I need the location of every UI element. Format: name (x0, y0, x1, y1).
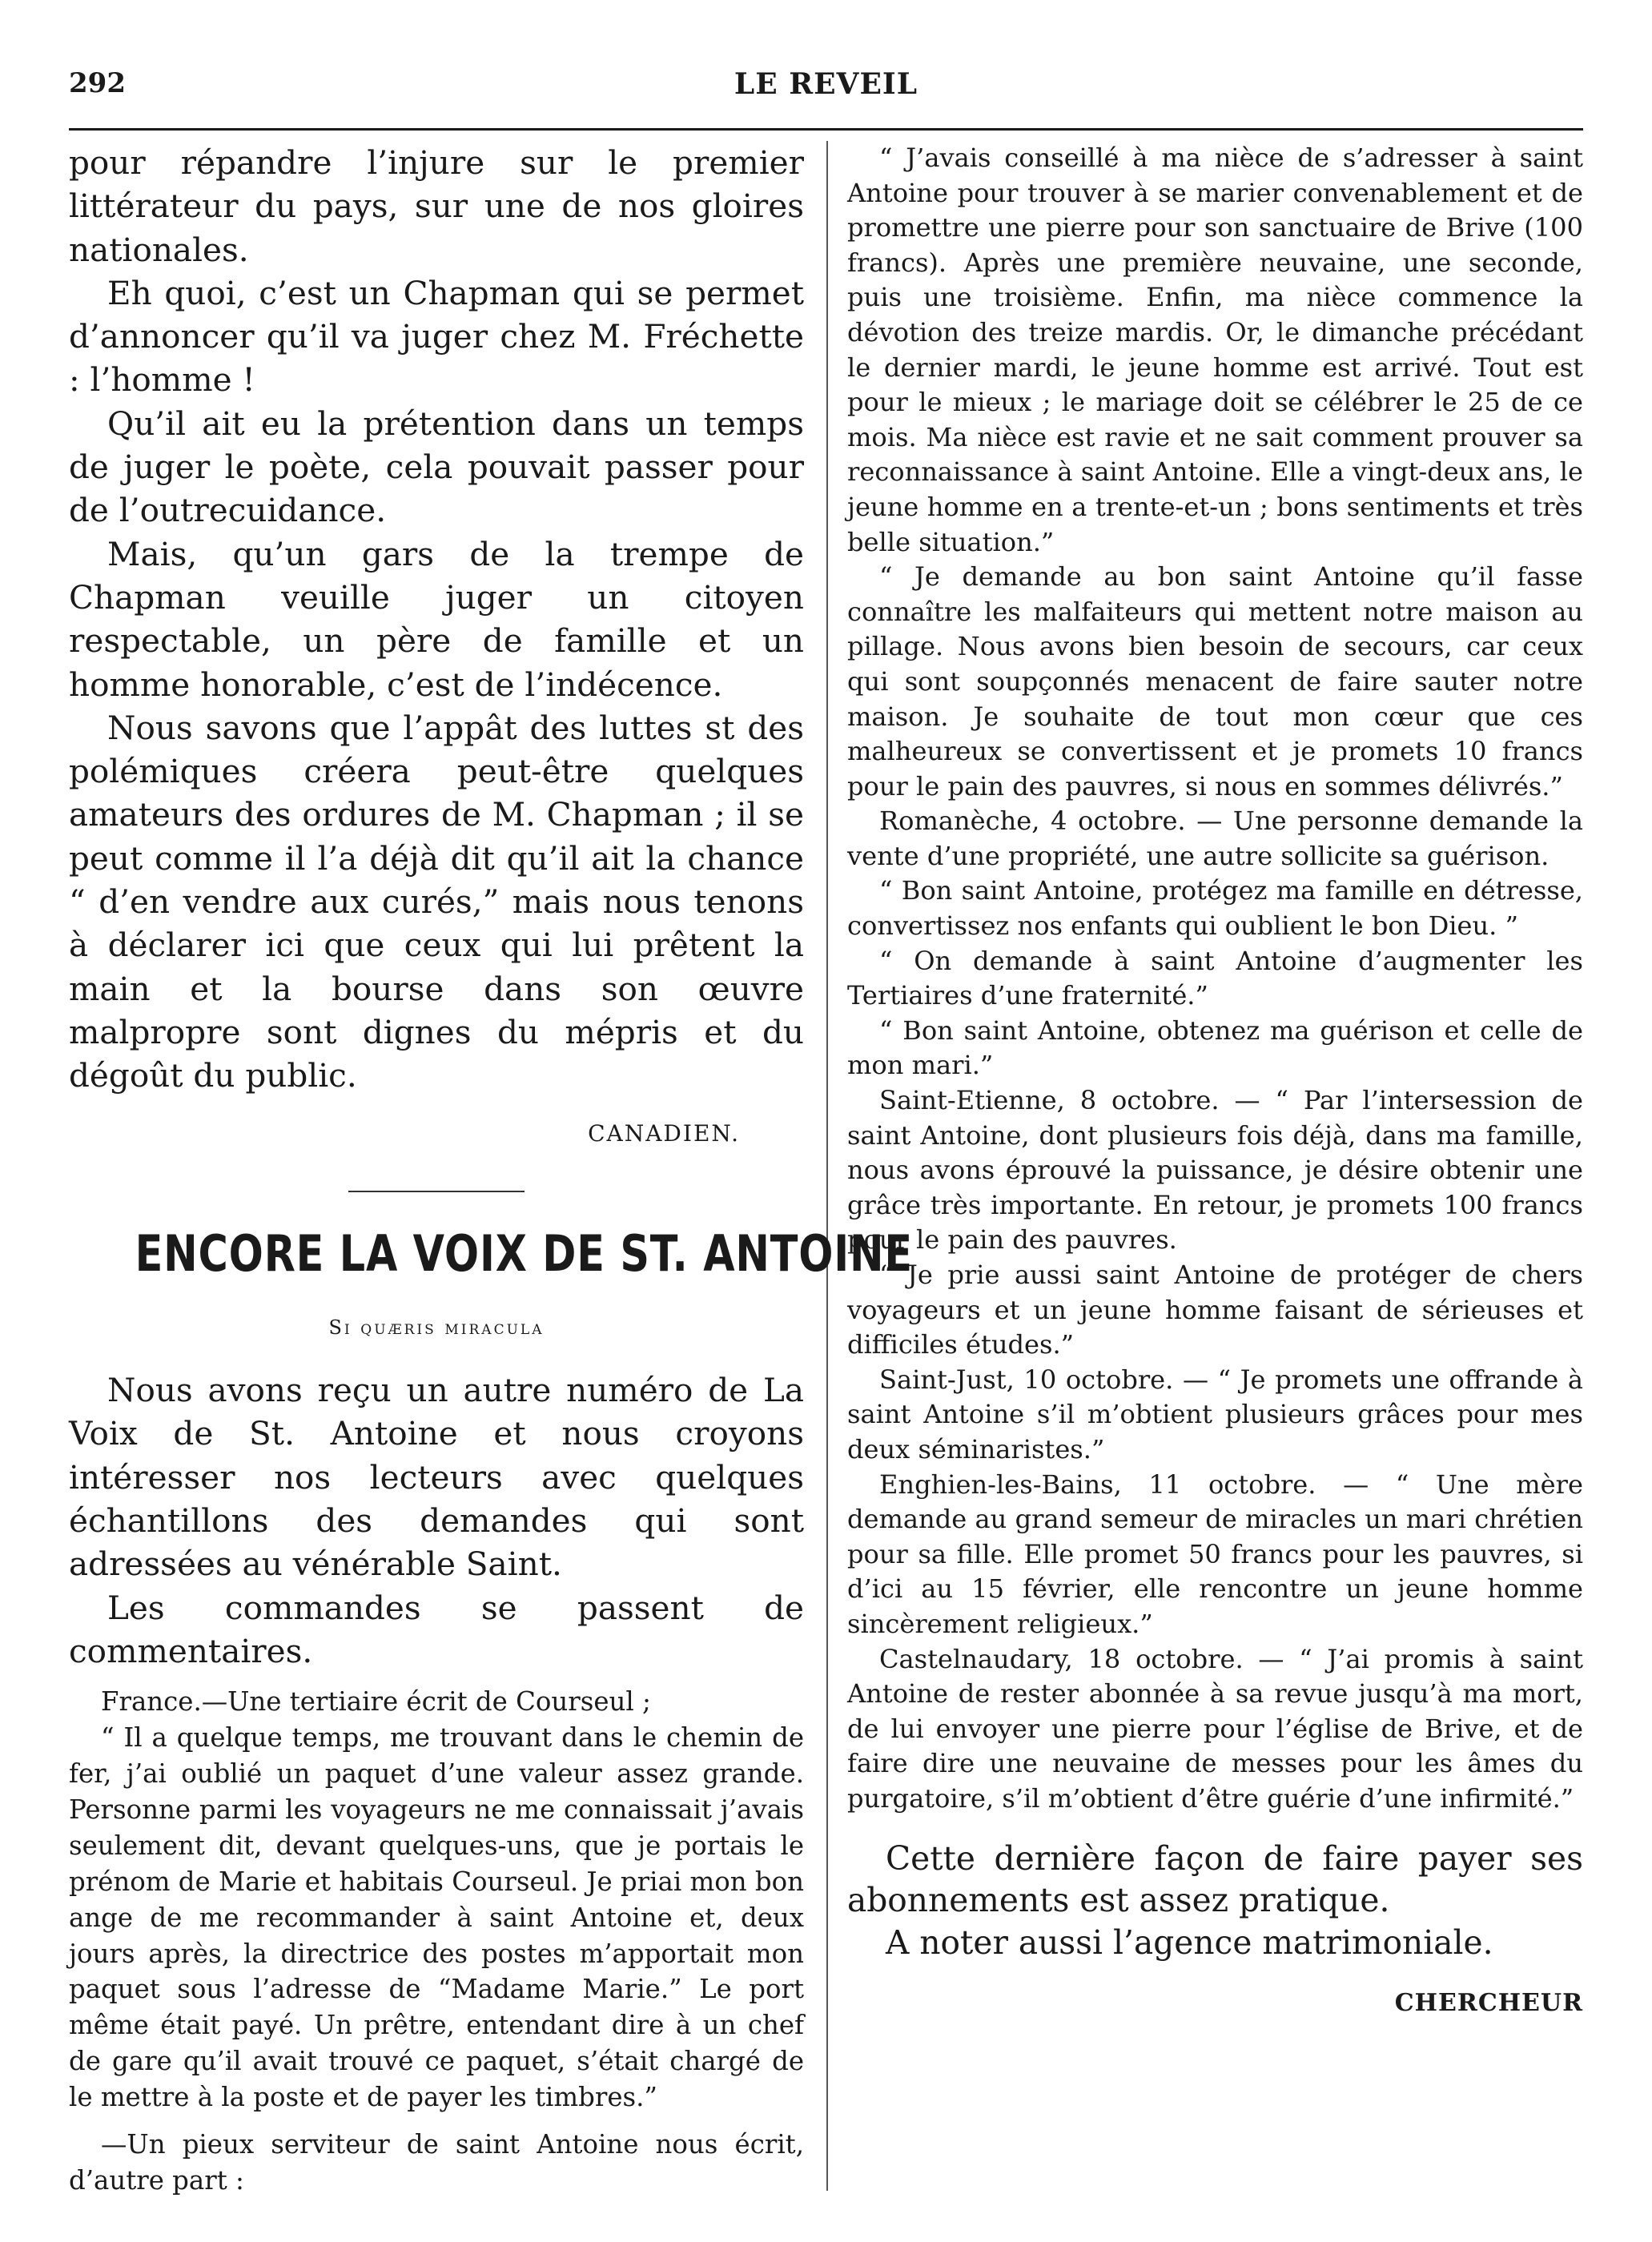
paragraph: Cette dernière façon de faire payer ses abonnements est assez pratique. (847, 1838, 1583, 1919)
paragraph: Qu’il ait eu la prétention dans un temps de juger le poète, cela pouvait passer pour de l’outrecuidance. (69, 404, 804, 530)
paragraph: “ Bon saint Antoine, obtenez ma guérison et celle de mon mari.” (847, 1015, 1583, 1081)
section-divider (348, 1191, 525, 1192)
paragraph: Nous savons que l’appât des luttes st des polémiques créera peut-être quelques amateurs des ordures de M. Chapman ; il se peut comme il l’a déjà dit qu’il ait la chance “ d’en vendre aux curés,” mais nous tenons à déclarer ici que ceux qui lui prêtent la main et la bourse dans son œuvre malpropre sont dignes du mépris et du dégoût du public. (69, 708, 804, 1095)
right-column (847, 141, 1583, 2021)
page-header (69, 67, 1583, 115)
paragraph: Romanèche, 4 octobre. — Une personne demande la vente d’une propriété, une autre sollicite sa guérison. (847, 806, 1583, 871)
article-subtitle: Si quæris miracula (328, 1316, 545, 1339)
paragraph: France.—Une tertiaire écrit de Courseul ; (101, 1686, 651, 1718)
running-head: LE REVEIL (734, 67, 918, 101)
article-title: ENCORE LA VOIX DE ST. ANTOINE (135, 1223, 913, 1283)
paragraph: “ Bon saint Antoine, protégez ma famille en détresse, convertissez nos enfants qui oublient le bon Dieu. ” (847, 875, 1583, 942)
signature: CANADIEN. (588, 1119, 740, 1147)
paragraph: pour répandre l’injure sur le premier littérateur du pays, sur une de nos gloires nationales. (69, 143, 804, 269)
paragraph: Enghien-les-Bains, 11 octobre. — “ Une mère demande au grand semeur de miracles un mari chrétien pour sa fille. Elle promet 50 francs pour les pauvres, si d’ici au 15 février, elle rencontre un jeune homme sincèrement religieux.” (847, 1469, 1583, 1639)
paragraph: “ On demande à saint Antoine d’augmenter les Tertiaires d’une fraternité.” (847, 945, 1583, 1011)
paragraph: Castelnaudary, 18 octobre. — “ J’ai promis à saint Antoine de rester abonnée à sa revue jusqu’à ma mort, de lui envoyer une pierre pour l’église de Brive, et de faire dire une neuvaine de messes pour les âmes du purgatoire, s’il m’obtient d’être guérie d’une infirmité.” (847, 1643, 1583, 1814)
paragraph: —Un pieux serviteur de saint Antoine nous écrit, d’autre part : (69, 2129, 804, 2196)
signature: CHERCHEUR (1394, 1989, 1583, 2017)
paragraph: Saint-Etienne, 8 octobre. — “ Par l’intersession de saint Antoine, dont plusieurs fois déjà, dans ma famille, nous avons éprouvé la puissance, je désire obtenir une grâce très importante. En retour, je promets 100 francs pour le pain des pauvres. (847, 1085, 1583, 1256)
paragraph: A noter aussi l’agence matrimoniale. (886, 1923, 1493, 1962)
page-number: 292 (69, 67, 126, 99)
left-column (69, 141, 913, 2199)
header-rule (69, 128, 1583, 131)
paragraph: Saint-Just, 10 octobre. — “ Je promets une offrande à saint Antoine s’il m’obtient plusieurs grâces pour mes deux séminaristes.” (847, 1364, 1583, 1465)
closing-remarks (847, 1838, 1583, 1964)
paragraph: “ J’avais conseillé à ma nièce de s’adresser à saint Antoine pour trouver à se marier convenablement et de promettre une pierre pour son sanctuaire de Brive (100 francs). Après une première neuvaine, une seconde, puis une troisième. Enfin, ma nièce commence la dévotion des treize mardis. Or, le dimanche précédant le dernier mardi, le jeune homme est arrivé. Tout est pour le mieux ; le mariage doit se célébrer le 25 de ce mois. Ma nièce est ravie et ne sait comment prouver sa reconnaissance à saint Antoine. Elle a vingt-deux ans, le jeune homme en a trente-et-un ; bons sentiments et très belle situation.” (847, 143, 1583, 557)
column-divider (826, 141, 828, 2191)
paragraph: “ Je prie aussi saint Antoine de protéger de chers voyageurs et un jeune homme faisant de sérieuses et difficiles études.” (847, 1260, 1583, 1360)
letters-block (69, 1684, 804, 2199)
paragraph: Mais, qu’un gars de la trempe de Chapman veuille juger un citoyen respectable, un père de famille et un homme honorable, c’est de l’indécence. (69, 534, 804, 704)
paragraph: “ Il a quelque temps, me trouvant dans le chemin de fer, j’ai oublié un paquet d’une valeur assez grande. Personne parmi les voyageurs ne me connaissait j’avais seulement dit, devant quelques-uns, que je portais le prénom de Marie et habitais Courseul. Je priai mon bon ange de me recommander à saint Antoine et, deux jours après, la directrice des postes m’apportait mon paquet sous l’adresse de “Madame Marie.” Le port même était payé. Un prêtre, entendant dire à un chef de gare qu’il avait trouvé ce paquet, s’était chargé de le mettre à la poste et de payer les timbres.” (69, 1722, 804, 2113)
paragraph: Les commandes se passent de commentaires. (69, 1588, 804, 1670)
paragraph: Nous avons reçu un autre numéro de La Voix de St. Antoine et nous croyons intéresser nos lecteurs avec quelques échantillons des demandes qui sont adressées au vénérable Saint. (69, 1371, 804, 1584)
paragraph: “ Je demande au bon saint Antoine qu’il fasse connaître les malfaiteurs qui mettent notre maison au pillage. Nous avons bien besoin de secours, car ceux qui sont soupçonnés menacent de faire sauter notre maison. Je souhaite de tout mon cœur que ces malheureux se convertissent et je promets 10 francs pour le pain des pauvres, si nous en sommes délivrés.” (847, 561, 1583, 802)
paragraph: Eh quoi, c’est un Chapman qui se permet d’annoncer qu’il va juger chez M. Fréchette : l’homme ! (69, 273, 804, 400)
